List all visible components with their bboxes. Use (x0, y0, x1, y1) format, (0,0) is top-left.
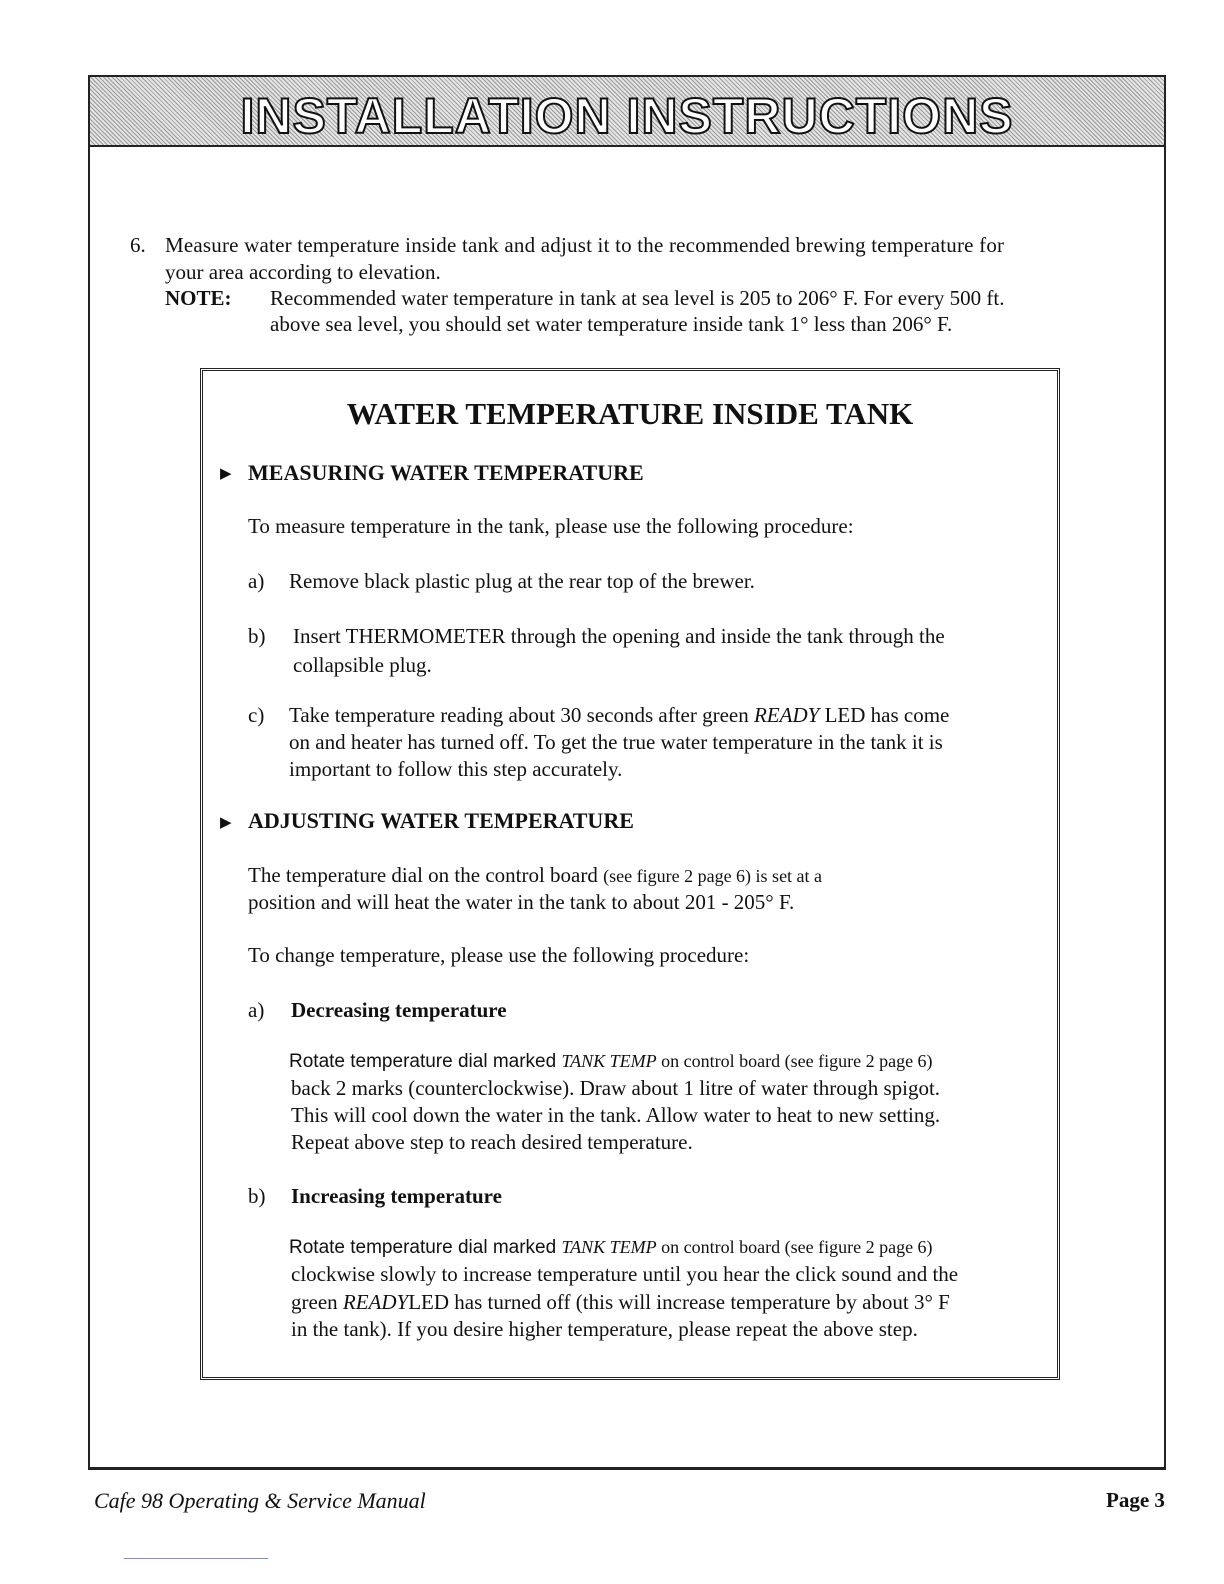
list-label: c) (248, 703, 265, 727)
list-item: back 2 marks (counterclockwise). Draw about 1 litre of water through spigot. (291, 1076, 941, 1100)
box-title: WATER TEMPERATURE INSIDE TANK (346, 396, 914, 431)
section-heading: MEASURING WATER TEMPERATURE (248, 460, 644, 485)
text: LED has turned off (this will increase temperature by about 3° F (408, 1290, 950, 1314)
list-label: b) (248, 624, 266, 648)
text: green (291, 1290, 343, 1314)
list-item: Remove black plastic plug at the rear top of the brewer. (289, 569, 755, 593)
text: on control board (see figure 2 page 6) (656, 1051, 933, 1071)
list-item: important to follow this step accurately. (289, 757, 623, 781)
paragraph: To measure temperature in the tank, please use the following procedure: (248, 514, 854, 538)
list-item (289, 702, 949, 729)
list-item (289, 1233, 933, 1261)
tank-temp-label: TANK TEMP (561, 1237, 657, 1257)
page-title: INSTALLATION INSTRUCTIONS (240, 88, 1014, 144)
ready-label: READY (342, 1290, 409, 1314)
list-item: This will cool down the water in the tank. Allow water to heat to new setting. (291, 1103, 941, 1127)
footer-manual-title: Cafe 98 Operating & Service Manual (94, 1488, 426, 1513)
text: on control board (see figure 2 page 6) (656, 1237, 933, 1257)
text: Rotate temperature dial marked (289, 1237, 562, 1258)
list-item: Insert THERMOMETER through the opening and inside the tank through the (293, 624, 945, 648)
section-heading: ADJUSTING WATER TEMPERATURE (248, 808, 634, 833)
list-item: clockwise slowly to increase temperature until you hear the click sound and the (291, 1262, 959, 1286)
bullet-triangle-icon: ▶ (220, 815, 232, 831)
tank-temp-label: TANK TEMP (561, 1051, 657, 1071)
note-text: above sea level, you should set water temperature inside tank 1° less than 206° F. (270, 312, 953, 336)
paragraph: To change temperature, please use the following procedure: (248, 943, 750, 967)
step-text: your area according to elevation. (165, 260, 441, 284)
list-label: a) (248, 569, 265, 593)
list-item (289, 1047, 933, 1075)
list-item: Repeat above step to reach desired temperature. (291, 1130, 693, 1154)
text: The temperature dial on the control board (248, 863, 604, 887)
note-text: Recommended water temperature in tank at sea level is 205 to 206° F. For every 500 ft. (270, 286, 1005, 310)
text: Rotate temperature dial marked (289, 1051, 562, 1072)
note-label: NOTE: (165, 286, 232, 310)
footer-page-number: Page 3 (1106, 1488, 1165, 1512)
divider (124, 1558, 268, 1559)
list-item (291, 1289, 950, 1316)
list-item: collapsible plug. (293, 653, 432, 677)
list-label: a) (248, 998, 265, 1022)
text: LED has come (819, 703, 950, 727)
list-item: in the tank). If you desire higher temperature, please repeat the above step. (291, 1317, 918, 1341)
bullet-triangle-icon: ▶ (220, 466, 232, 482)
step-text: Measure water temperature inside tank and adjust it to the recommended brewing temperature for (165, 233, 1005, 257)
ready-label: READY (753, 703, 820, 727)
text: Take temperature reading about 30 seconds after green (289, 703, 754, 727)
paragraph (248, 862, 822, 890)
subheading: Decreasing temperature (291, 998, 507, 1022)
subheading: Increasing temperature (291, 1184, 502, 1208)
list-label: b) (248, 1184, 266, 1208)
step-number: 6. (130, 233, 146, 257)
text: (see figure 2 page 6) is set at a (603, 866, 823, 886)
list-item: on and heater has turned off. To get the true water temperature in the tank it is (289, 730, 943, 754)
header-banner (88, 75, 1166, 147)
paragraph: position and will heat the water in the tank to about 201 - 205° F. (248, 890, 795, 914)
